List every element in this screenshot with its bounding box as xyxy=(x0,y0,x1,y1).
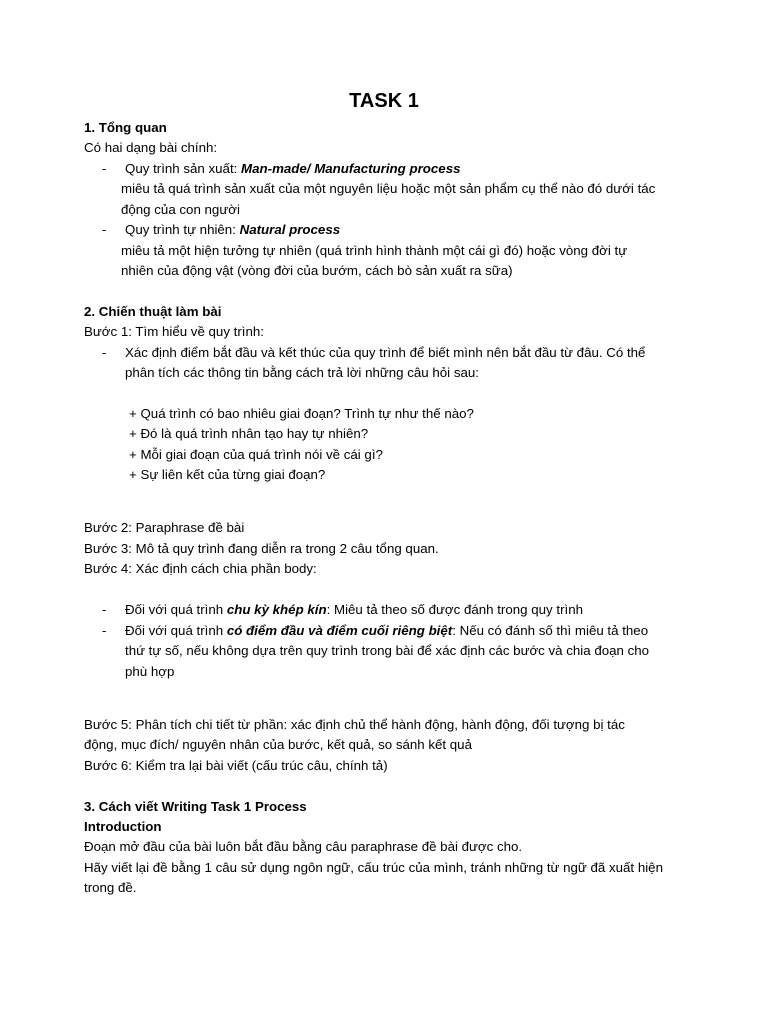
body-item-text: phù hợp xyxy=(125,664,175,679)
bullet-dash: - xyxy=(102,345,107,360)
body-item-emphasis: chu kỳ khép kín xyxy=(226,602,327,617)
list-item-emphasis: Man-made/ Manufacturing process xyxy=(241,161,461,176)
question-item: + Quá trình có bao nhiêu giai đoạn? Trình tự như thế nào? xyxy=(129,406,474,421)
section-1-heading: 1. Tổng quan xyxy=(84,120,167,135)
page-title: TASK 1 xyxy=(349,90,419,112)
question-item: + Đó là quá trình nhân tạo hay tự nhiên? xyxy=(129,426,369,441)
paragraph-line: Hãy viết lại đề bằng 1 câu sử dụng ngôn ngữ, cấu trúc của mình, tránh những từ ngữ đã xuất hiện xyxy=(84,860,663,875)
body-item-text: Đối với quá trình xyxy=(125,623,227,638)
section-1-intro: Có hai dạng bài chính: xyxy=(84,140,218,155)
body-item-text: thứ tự số, nếu không dựa trên quy trình trong bài để xác định các bước và chia đoạn cho xyxy=(125,643,650,658)
list-item-manufacturing xyxy=(125,159,461,179)
step-1: Bước 1: Tìm hiểu về quy trình: xyxy=(84,324,264,339)
step-2: Bước 2: Paraphrase đề bài xyxy=(84,520,245,535)
question-item: + Sự liên kết của từng giai đoạn? xyxy=(129,467,326,482)
section-2-heading: 2. Chiến thuật làm bài xyxy=(84,304,222,319)
step-1-item: phân tích các thông tin bằng cách trả lời những câu hỏi sau: xyxy=(125,365,479,380)
list-item-description: động của con người xyxy=(121,202,240,217)
step-4: Bước 4: Xác định cách chia phần body: xyxy=(84,561,317,576)
bullet-dash: - xyxy=(102,161,107,176)
paragraph-line: trong đề. xyxy=(84,880,137,895)
body-item-linear xyxy=(125,621,648,641)
list-item-label: Quy trình tự nhiên: xyxy=(125,222,240,237)
section-3-heading: 3. Cách viết Writing Task 1 Process xyxy=(84,799,307,814)
step-6: Bước 6: Kiểm tra lại bài viết (cấu trúc câu, chính tả) xyxy=(84,758,388,773)
paragraph-line: Đoạn mở đầu của bài luôn bắt đầu bằng câu paraphrase đề bài được cho. xyxy=(84,839,523,854)
bullet-dash: - xyxy=(102,602,107,617)
body-item-closed-cycle xyxy=(125,600,583,620)
introduction-heading: Introduction xyxy=(84,819,162,834)
bullet-dash: - xyxy=(102,222,107,237)
step-5: Bước 5: Phân tích chi tiết từ phần: xác định chủ thể hành động, hành động, đối tượng bị tác xyxy=(84,717,625,732)
list-item-emphasis: Natural process xyxy=(239,222,341,237)
question-item: + Mỗi giai đoạn của quá trình nói về cái gì? xyxy=(129,447,383,462)
step-1-item: Xác định điểm bắt đầu và kết thúc của quy trình để biết mình nên bắt đầu từ đâu. Có thể xyxy=(125,345,646,360)
list-item-description: miêu tả quá trình sản xuất của một nguyên liệu hoặc một sản phẩm cụ thể nào đó dưới tác xyxy=(121,181,656,196)
body-item-emphasis: có điểm đầu và điểm cuối riêng biệt xyxy=(226,623,453,638)
body-item-text: : Nếu có đánh số thì miêu tả theo xyxy=(452,623,649,638)
step-5: động, mục đích/ nguyên nhân của bước, kết quả, so sánh kết quả xyxy=(84,737,472,752)
list-item-natural xyxy=(125,220,340,240)
list-item-label: Quy trình sản xuất: xyxy=(125,161,242,176)
list-item-description: nhiên của động vật (vòng đời của bướm, cách bò sản xuất ra sữa) xyxy=(121,263,513,278)
body-item-text: : Miêu tả theo số được đánh trong quy trình xyxy=(326,602,583,617)
step-3: Bước 3: Mô tả quy trình đang diễn ra trong 2 câu tổng quan. xyxy=(84,541,439,556)
bullet-dash: - xyxy=(102,623,107,638)
list-item-description: miêu tả một hiện tưởng tự nhiên (quá trình hình thành một cái gì đó) hoặc vòng đời tự xyxy=(121,243,628,258)
body-item-text: Đối với quá trình xyxy=(125,602,227,617)
